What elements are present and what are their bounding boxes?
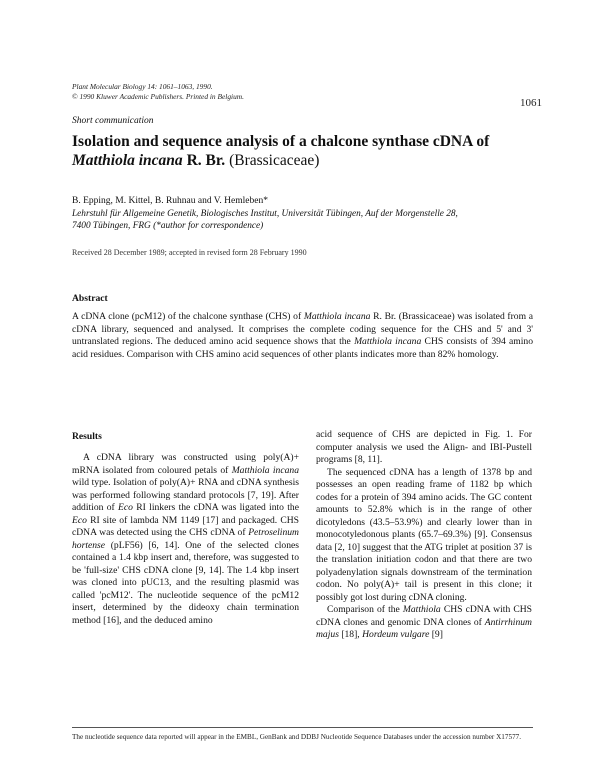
- enzyme-name: Eco: [118, 502, 133, 513]
- journal-line-1: Plant Molecular Biology 14: 1061–1063, 1990.: [72, 82, 213, 91]
- results-paragraph-comparison: [316, 604, 532, 642]
- text-segment: RI linkers the cDNA was ligated into the: [132, 502, 299, 513]
- footnote: The nucleotide sequence data reported will appear in the EMBL, GenBank and DDBJ Nucleotide Sequence Databases under the accession number X17577.: [72, 733, 522, 741]
- species-name: Matthiola: [402, 604, 441, 615]
- species-name: Antirrhinum majus: [316, 616, 532, 640]
- title-part-1: Isolation and sequence analysis of a chalcone synthase cDNA of: [72, 133, 490, 150]
- results-heading: Results: [72, 431, 102, 442]
- results-left-column: [72, 452, 299, 627]
- text-segment: A cDNA library was constructed using poly(A)+ mRNA isolated from coloured petals of: [72, 452, 299, 476]
- title-latin-name: Matthiola incana: [72, 152, 183, 169]
- text-segment: wild type. Isolation of poly(A)+ RNA and cDNA synthesis was performed following standard protocols [7, 19]. After addition of: [72, 477, 299, 513]
- affiliation-line-2: 7400 Tübingen, FRG (*author for correspondence): [72, 221, 264, 232]
- enzyme-name: Eco: [72, 514, 87, 526]
- text-segment: [9]: [429, 629, 443, 640]
- received-dates: Received 28 December 1989; accepted in revised form 28 February 1990: [72, 248, 307, 257]
- affiliation-line-1: Lehrstuhl für Allgemeine Genetik, Biologisches Institut, Universität Tübingen, Auf der Morgenstelle 28,: [72, 209, 458, 219]
- text-segment: (pLF56) [6, 14]. One of the selected clones contained a 1.4 kbp insert and, therefore, was suggested to be 'full-size' CHS cDNA clone [9, 14]. The 1.4 kbp insert was cloned into pUC13, and the resulting plasmid was called 'pcM12'. The nucleotide sequence of the pcM12 insert, determined by the dideoxy chain termination method [16], and the deduced amino: [72, 539, 299, 626]
- article-kind: Short communication: [72, 116, 154, 126]
- results-right-column: [316, 429, 532, 642]
- affiliation: [72, 208, 542, 232]
- abstract-segment: A cDNA clone (pcM12) of the chalcone synthase (CHS) of: [72, 311, 304, 322]
- text-segment: [18],: [338, 629, 363, 640]
- results-paragraph: [72, 452, 299, 627]
- abstract-text: [72, 311, 533, 361]
- abstract-heading: Abstract: [72, 293, 108, 304]
- text-segment: CHS cDNA with CHS cDNA clones and genomic DNA clones of: [316, 604, 532, 628]
- text-segment: Comparison of the: [327, 604, 403, 615]
- text-segment: RI site of lambda NM 1149 [17] and packaged. CHS cDNA was detected using the CHS cDNA of: [72, 514, 299, 538]
- abstract-segment: R. Br. (Brassicaceae) was isolated from a cDNA library, sequenced and analysed. It comprises the complete coding sequence for the CHS and 5' and 3' untranslated regions. The deduced amino acid sequence shows that the: [72, 311, 533, 348]
- footnote-rule: [72, 727, 533, 728]
- title-family: (Brassicaceae): [229, 152, 320, 169]
- page-number: 1061: [520, 97, 542, 109]
- species-name: Matthiola incana: [231, 464, 299, 476]
- abstract-species: Matthiola incana: [303, 311, 371, 322]
- journal-citation: [72, 82, 452, 102]
- results-paragraph-continued: acid sequence of CHS are depicted in Fig. 1. For computer analysis we used the Align- and IBI-Pustell programs [8, 11].: [316, 429, 532, 465]
- abstract-species: Matthiola incana: [354, 336, 422, 348]
- journal-line-2: © 1990 Kluwer Academic Publishers. Printed in Belgium.: [72, 92, 244, 101]
- species-name: Petroselinum hortense: [72, 527, 299, 551]
- article-title: [72, 132, 522, 170]
- species-name: Hordeum vulgare: [362, 629, 430, 640]
- title-authority: R. Br.: [186, 152, 226, 169]
- results-paragraph-cdna: The sequenced cDNA has a length of 1378 bp and possesses an open reading frame of 1182 bp which codes for a protein of 394 amino acids. The GC content amounts to 52.8% which is in the range of other dicotyledons (43.5–53.9%) and clearly lower than in monocotyledonous plants (65.7–69.3%) [9]. Consensus data [2, 10] suggest that the ATG triplet at position 37 is the translation initiation codon and that there are two polyadenylation signals downstream of the termination codon. No poly(A)+ tail is present in this clone; it possibly got lost during cDNA cloning.: [316, 466, 532, 603]
- abstract-segment: CHS consists of 394 amino acid residues. Comparison with CHS amino acid sequences of other plants indicates more than 82% homology.: [72, 336, 533, 360]
- authors: B. Epping, M. Kittel, B. Ruhnau and V. Hemleben*: [72, 196, 268, 206]
